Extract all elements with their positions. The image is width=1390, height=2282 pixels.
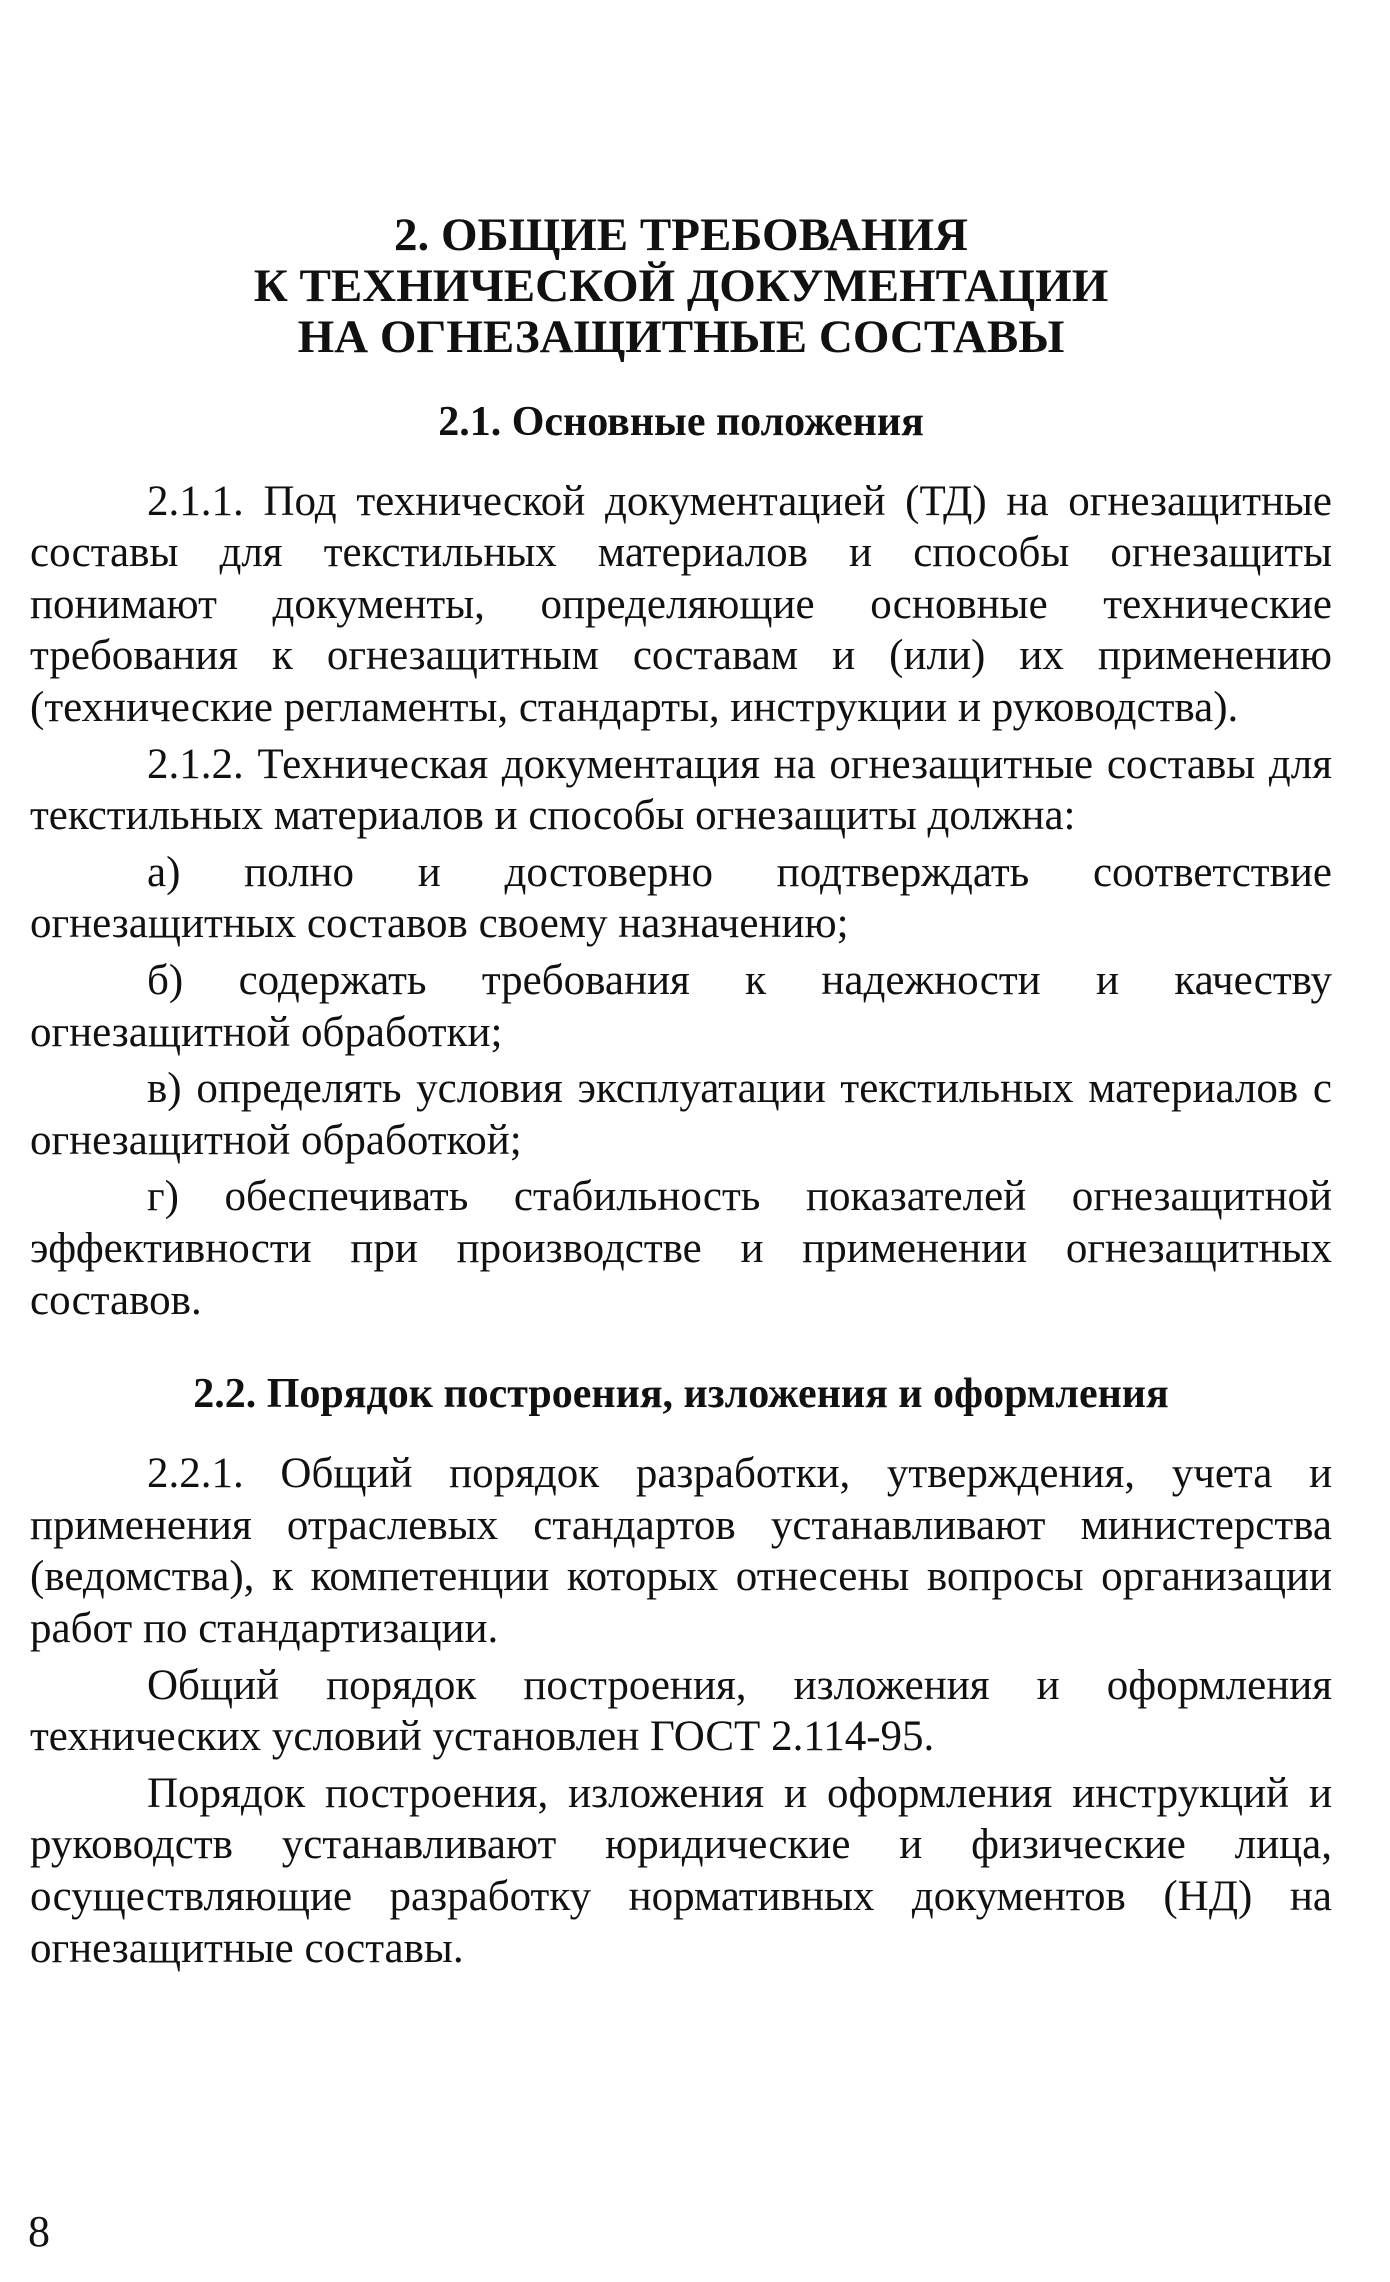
chapter-title-line: 2. ОБЩИЕ ТРЕБОВАНИЯ [393,209,968,261]
page-number: 8 [28,2207,50,2256]
paragraph-2-1-2: 2.1.2. Техническая документация на огнезащитные составы для текстильных материалов и способы огнезащиты должна: [30,740,1332,840]
chapter-title-line: К ТЕХНИЧЕСКОЙ ДОКУМЕНТАЦИИ [253,260,1109,313]
paragraph-2-1-1: 2.1.1. Под технической документацией (ТД) на огнезащитные составы для текстильных материалов и способы огнезащиты понимают документы, определяющие основные технические требования к огнезащитным составам и (или) их применению (технические регламенты, стандарты, инструкции и руководства). [30,477,1332,732]
chapter-title-line: НА ОГНЕЗАЩИТНЫЕ СОСТАВЫ [297,311,1065,364]
list-item-v: в) определять условия эксплуатации текстильных материалов с огнезащитной обработкой; [30,1065,1332,1164]
list-item-g: г) обеспечивать стабильность показателей огнезащитной эффективности при производстве и применении огнезащитных составов. [30,1173,1332,1324]
list-item-a: а) полно и достоверно подтверждать соответствие огнезащитных составов своему назначению; [30,848,1332,948]
paragraph-2-2-1: 2.2.1. Общий порядок разработки, утверждения, учета и применения отраслевых стандартов устанавливают министерства (ведомства), к компетенции которых отнесены вопросы организации работ по стандартизации. [30,1450,1332,1652]
paragraph-gost-reference: Общий порядок построения, изложения и оформления технических условий установлен ГОСТ 2.114-95. [30,1661,1332,1761]
section-heading-2-2: 2.2. Порядок построения, изложения и оформления [193,1371,1169,1418]
paragraph-instructions-order: Порядок построения, изложения и оформления инструкций и руководств устанавливают юридические и физические лица, осуществляющие разработку нормативных документов (НД) на огнезащитные составы. [30,1769,1332,1972]
chapter-title [30,0,1332,364]
list-item-b: б) содержать требования к надежности и качеству огнезащитной обработки; [30,957,1332,1056]
section-heading-2-1: 2.1. Основные положения [438,398,924,445]
